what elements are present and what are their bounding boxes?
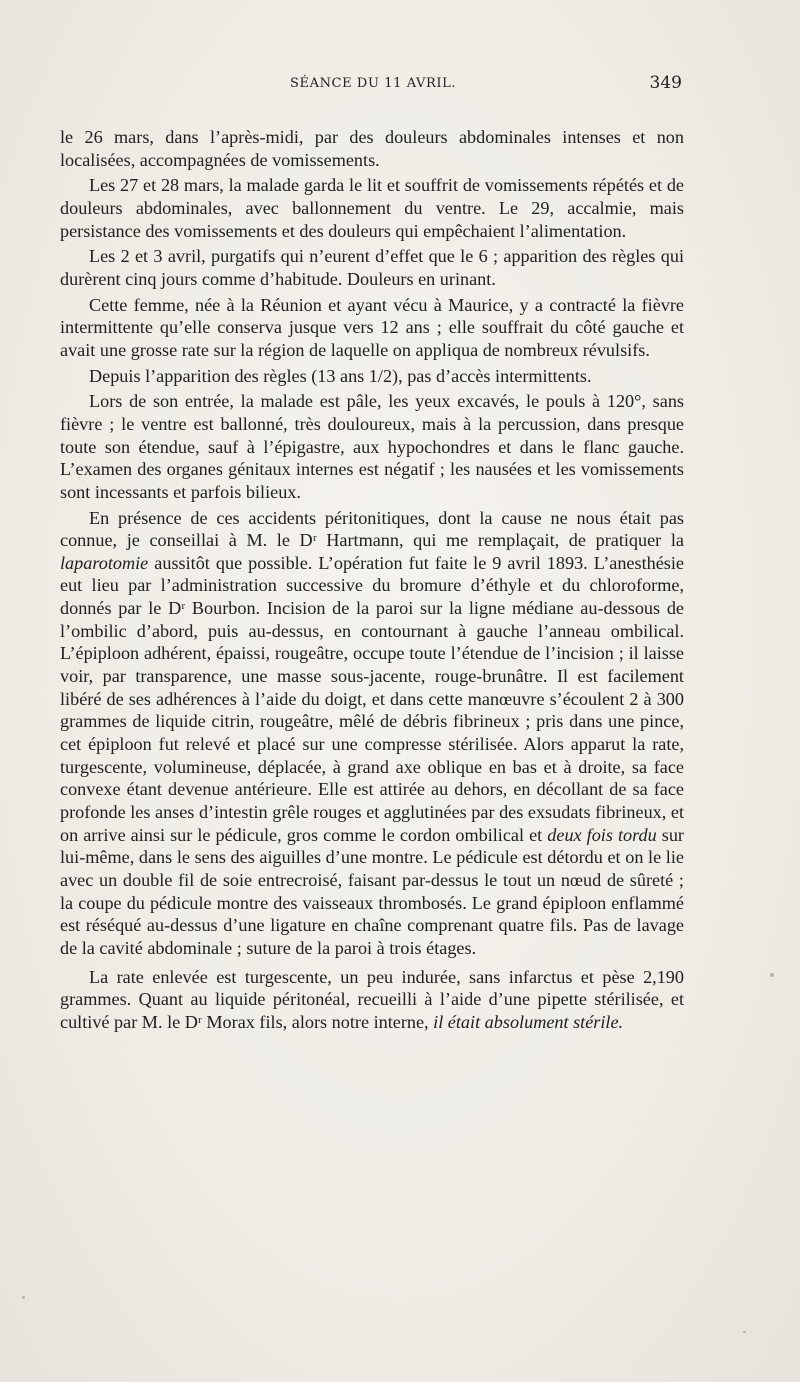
paragraph-text: Depuis l’apparition des règles (13 ans 1/2), pas d’accès intermittents. — [89, 365, 592, 386]
paragraph-text: sur lui-même, dans le sens des aiguilles d’une montre. Le pédicule est détordu et on le lie avec un double fil de soie entrecroisé, faisant par-dessus le tout un nœud de sûreté ; la coupe du pédicule montre des vaisseaux thrombosés. Le grand épiploon enflammé est réséqué au-dessus d’une ligature en chaîne comprenant quatre fils. Pas de lavage de la cavité abdominale ; suture de la paroi à trois étages. — [60, 824, 684, 958]
italic-term: deux fois tordu — [547, 824, 657, 845]
paper-speck — [770, 973, 774, 977]
paragraph-history — [60, 294, 684, 362]
paragraph-spleen — [60, 966, 684, 1034]
paragraph-text: En présence de ces accidents péritonitiques, dont la cause ne nous était pas connue, je conseillai à M. le Dʳ Hartmann, qui me remplaçait, de pratiquer la — [60, 507, 684, 551]
page-header — [60, 72, 684, 98]
paragraph-text: aussitôt que possible. L’opération fut faite le 9 avril 1893. L’anesthésie eut lieu par l’administration successive du bromure d’éthyle et du chloroforme, donnés par le Dʳ Bourbon. Incision de la paroi sur la ligne médiane au-dessous de l’ombilic d’abord, puis au-dessus, en contournant à gauche l’anneau ombilical. L’épiploon adhérent, épaissi, rougeâtre, occupe toute l’étendue de l’incision ; il laisse voir, par transparence, une masse sous-jacente, rouge-brunâtre. Il est facilement libéré de ses adhérences à l’aide du doigt, et dans cette manœuvre s’écoulent 2 à 300 grammes de liquide citrin, rougeâtre, mêlé de débris fibrineux ; pris dans une pince, cet épiploon fut relevé et placé sur une compresse stérilisée. Alors apparut la rate, turgescente, volumineuse, déplacée, à grand axe oblique en bas et à droite, sa face convexe étant devenue antérieure. Elle est attirée au dehors, en décollant de sa face profonde les anses d’intestin grêle rouges et agglutinées par des exsudats fibrineux, et on arrive ainsi sur le pédicule, gros comme le cordon ombilical et — [60, 552, 684, 845]
body-text — [60, 126, 684, 1037]
paragraph-operation — [60, 507, 684, 960]
italic-term: laparotomie — [60, 552, 149, 573]
running-title: SÉANCE DU 11 AVRIL. — [290, 76, 457, 91]
paper-speck — [743, 1331, 746, 1333]
italic-term: il était absolument stérile. — [433, 1011, 624, 1032]
paragraph-text: le 26 mars, dans l’après-midi, par des douleurs abdominales intenses et non localisées, accompagnées de vomissements. — [60, 127, 684, 170]
paragraph-text: La rate enlevée est turgescente, un peu indurée, sans infarctus et pèse 2,190 grammes. Quant au liquide péritonéal, recueilli à l’aide d’une pipette stérilisée, et cultivé par M. le Dʳ Morax fils, alors notre interne, — [60, 966, 684, 1032]
paragraph-text: Les 27 et 28 mars, la malade garda le lit et souffrit de vomissements répétés et de douleurs abdominales, avec ballonnement du ventre. Le 29, accalmie, mais persistance des vomissements et des douleurs qui empêchaient l’alimentation. — [60, 175, 684, 241]
paragraph-text: Lors de son entrée, la malade est pâle, les yeux excavés, le pouls à 120°, sans fièvre ; le ventre est ballonné, très douloureux, mais à la percussion, dans presque toute son étendue, sauf à l’épigastre, aux hypochondres et dans le flanc gauche. L’examen des organes génitaux internes est négatif ; les nausées et les vomissements sont incessants et parfois bilieux. — [60, 391, 684, 502]
paragraph-onset — [60, 126, 684, 171]
paragraph-march-27-28 — [60, 174, 684, 242]
page-number: 349 — [649, 73, 682, 93]
paragraph-text: Cette femme, née à la Réunion et ayant vécu à Maurice, y a contracté la fièvre intermittente qu’elle conserva jusque vers 12 ans ; elle souffrait du côté gauche et avait une grosse rate sur la région de laquelle on appliqua de nombreux révulsifs. — [60, 294, 684, 360]
paragraph-text: Les 2 et 3 avril, purgatifs qui n’eurent d’effet que le 6 ; apparition des règles qui durèrent cinq jours comme d’habitude. Douleurs en urinant. — [60, 246, 684, 289]
paragraph-admission — [60, 390, 684, 503]
paper-speck — [22, 1296, 25, 1299]
paragraph-menses — [60, 365, 684, 388]
paragraph-april-2-3 — [60, 245, 684, 290]
